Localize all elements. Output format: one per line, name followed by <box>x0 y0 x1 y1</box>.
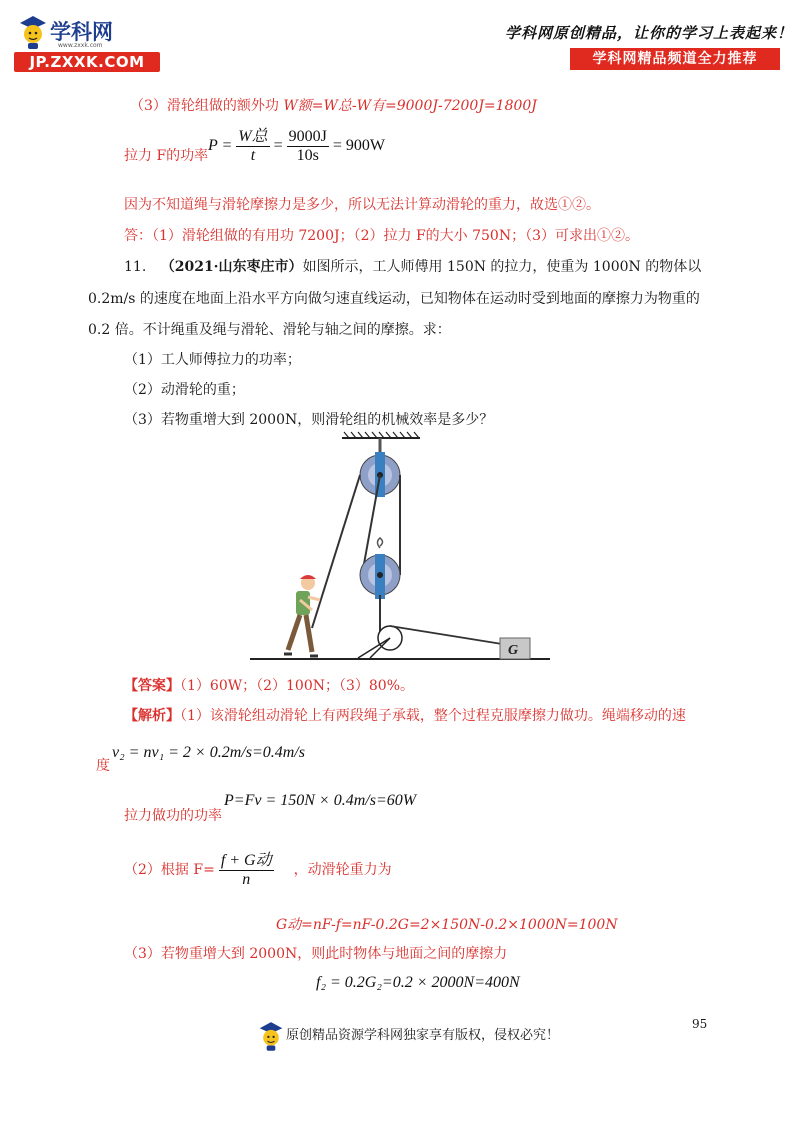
force-fraction <box>219 852 274 889</box>
answer-tag: 【答案】 <box>124 678 180 694</box>
power-formula <box>208 124 385 168</box>
logo-domain: JP.ZXXK.COM <box>14 52 160 72</box>
extra-work-prefix: （3）滑轮组做的额外功 <box>130 98 284 114</box>
power-label: 拉力 F的功率 <box>124 148 209 164</box>
header-slogan: 学科网原创精品，让你的学习上表起来！ <box>505 24 794 42</box>
power-work-formula: P=Fv = 150N × 0.4m/s=60W <box>224 792 417 809</box>
explanation-5-prefix: （2）根据 F= <box>124 862 215 878</box>
sub-question-1: （1）工人师傅拉力的功率； <box>124 352 301 368</box>
extra-work-formula: W额=W总-W有=9000J-7200J=1800J <box>283 98 537 114</box>
explanation-5-post: ，动滑轮重力为 <box>293 862 392 878</box>
sub-question-2: （2）动滑轮的重； <box>124 382 245 398</box>
explanation-text-1: （1）该滑轮组动滑轮上有两段绳子承载，整个过程克服摩擦力做功。绳端移动的速 <box>180 708 686 724</box>
question-11-line-1 <box>124 257 701 277</box>
power-den-1: t <box>250 146 256 164</box>
question-source: （2021·山东枣庄市） <box>160 259 303 275</box>
power-fraction-2 <box>287 128 329 165</box>
question-text-1: 如图所示，工人师傅用 150N 的拉力，使重为 1000N 的物体以 <box>302 259 702 275</box>
answer-text: （1）60W；（2）100N；（3）80%。 <box>180 678 415 694</box>
explanation-line-2-prefix: 度 <box>96 758 110 774</box>
footer-mascot-icon <box>258 1020 284 1052</box>
sub-question-3: （3）若物重增大到 2000N，则滑轮组的机械效率是多少？ <box>124 412 494 428</box>
page-number: 95 <box>692 1017 708 1031</box>
pulley-figure <box>250 430 550 666</box>
answer-line <box>124 676 414 696</box>
mascot-icon <box>18 14 48 50</box>
header <box>0 0 800 80</box>
explanation-line-7: （3）若物重增大到 2000N，则此时物体与地面之间的摩擦力 <box>124 946 508 962</box>
power-fraction-1 <box>236 128 269 165</box>
force-fraction-den: n <box>242 870 251 888</box>
power-P: P = <box>208 137 233 154</box>
header-banner: 学科网精品频道全力推荐 <box>570 48 780 70</box>
reason-line: 因为不知道绳与滑轮摩擦力是多少，所以无法计算动滑轮的重力，故选①②。 <box>124 197 600 213</box>
logo-text: 学科网 <box>50 20 113 44</box>
extra-work-line <box>130 96 537 116</box>
pulley-diagram <box>250 430 550 666</box>
force-fraction-num: f + G动 <box>220 851 272 869</box>
logo-subtext: www.zxxk.com <box>58 42 103 49</box>
question-11-line-3: 0.2 倍。不计绳重及绳与滑轮、滑轮与轴之间的摩擦。求： <box>88 322 451 338</box>
pulley-weight-formula: G动=nF-f=nF-0.2G=2×150N-0.2×1000N=100N <box>276 917 618 933</box>
power-num-2: 9000J <box>288 127 327 145</box>
answer-summary-line: 答：（1）滑轮组做的有用功 7200J；（2）拉力 F的大小 750N；（3）可求出①②。 <box>124 228 639 244</box>
footer-copyright: 原创精品资源学科网独家享有版权，侵权必究！ <box>286 1028 560 1043</box>
power-eq: = <box>273 137 283 154</box>
explanation-line-5 <box>124 846 392 894</box>
explanation-power-label: 拉力做功的功率 <box>124 808 222 824</box>
velocity-formula: v₂ = nv₁ = 2 × 0.2m/s=0.4m/s <box>112 744 305 761</box>
power-num-1: W总 <box>238 127 268 145</box>
explanation-line-1 <box>124 706 686 726</box>
question-11-line-2: 0.2m/s 的速度在地面上沿水平方向做匀速直线运动，已知物体在运动时受到地面的摩擦力为物重的 <box>88 291 700 307</box>
power-result: = 900W <box>332 137 386 154</box>
friction-formula: f₂ = 0.2G₂=0.2 × 2000N=400N <box>316 974 520 991</box>
explanation-tag: 【解析】 <box>124 708 180 724</box>
worker-figure <box>284 575 320 656</box>
question-number: 11. <box>124 259 147 275</box>
power-den-2: 10s <box>296 146 319 164</box>
block-label: G <box>508 643 519 658</box>
